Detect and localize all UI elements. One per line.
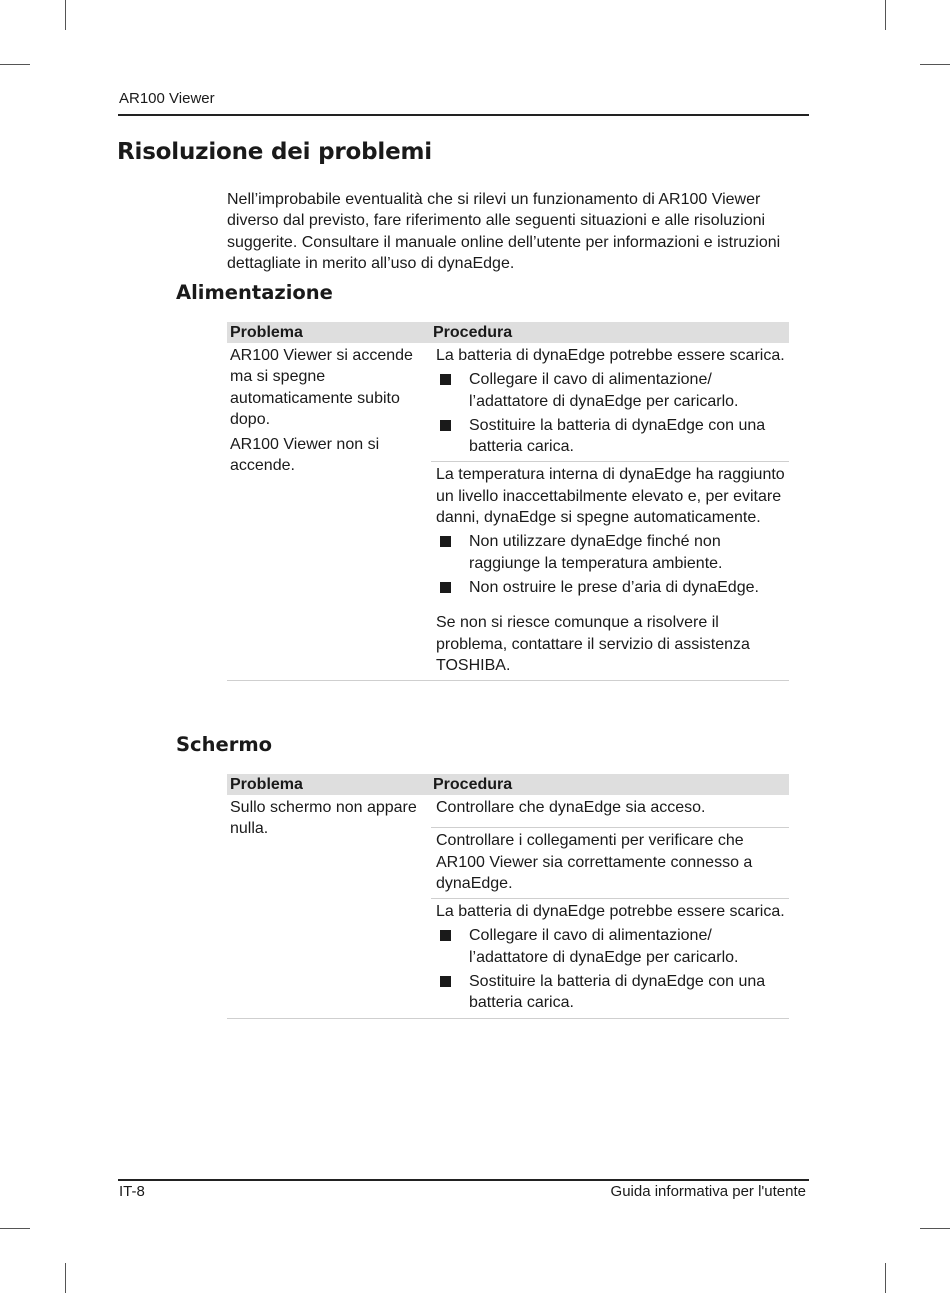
header-rule	[118, 114, 809, 116]
footer-rule	[118, 1179, 809, 1181]
table-header	[227, 322, 789, 343]
bullet-square-icon	[440, 420, 451, 431]
procedure-note: Se non si riesce comunque a risolvere il problema, contattare il servizio di assistenza TOSHIBA.	[436, 614, 750, 674]
procedure-cell	[431, 828, 789, 899]
procedure-cell	[431, 462, 789, 681]
bullet-item	[436, 415, 789, 458]
table-body	[227, 343, 789, 681]
crop-mark	[65, 1263, 66, 1293]
bullet-square-icon	[440, 976, 451, 987]
bullet-square-icon	[440, 582, 451, 593]
page-number: IT-8	[119, 1183, 145, 1200]
bullet-text: Non ostruire le prese d’aria di dynaEdge.	[469, 578, 759, 596]
crop-mark	[0, 64, 30, 65]
crop-mark	[65, 0, 66, 30]
bullet-item	[436, 925, 789, 968]
guide-title: Guida informativa per l'utente	[610, 1183, 806, 1200]
procedure-cell	[431, 795, 789, 828]
problem-cell	[230, 797, 420, 844]
bullet-square-icon	[440, 930, 451, 941]
spacer	[436, 598, 789, 612]
column-header-problem: Problema	[230, 776, 303, 793]
bullet-item	[436, 531, 789, 574]
bullet-item	[436, 971, 789, 1014]
bullet-text: Non utilizzare dynaEdge finché non raggiunge la temperatura ambiente.	[469, 533, 723, 572]
crop-mark	[885, 1263, 886, 1293]
column-header-procedure: Procedura	[433, 776, 513, 793]
procedure-cell	[431, 899, 789, 1018]
section-title-alimentazione: Alimentazione	[176, 281, 333, 304]
crop-mark	[885, 0, 886, 30]
table-schermo	[227, 774, 789, 1019]
bullet-text: Sostituire la batteria di dynaEdge con una batteria carica.	[469, 416, 766, 456]
bullet-text: Sostituire la batteria di dynaEdge con una batteria carica.	[469, 973, 766, 1012]
procedure-text: La batteria di dynaEdge potrebbe essere scarica.	[436, 347, 785, 364]
procedure-text: La temperatura interna di dynaEdge ha raggiunto un livello inaccettabilmente elevato e, per evitare danni, dynaEdge si spegne automaticamente.	[436, 466, 785, 527]
bullet-square-icon	[440, 374, 451, 385]
table-alimentazione	[227, 322, 789, 681]
bullet-item	[436, 369, 789, 412]
page-title: Risoluzione dei problemi	[117, 139, 432, 165]
problem-cell	[230, 345, 420, 481]
procedure-text: La batteria di dynaEdge potrebbe essere scarica.	[436, 903, 785, 921]
table-bottom-rule	[227, 1018, 789, 1019]
procedure-column	[431, 795, 789, 1019]
procedure-cell	[431, 343, 789, 462]
table-header	[227, 774, 789, 795]
crop-mark	[920, 1228, 950, 1229]
table-body	[227, 795, 789, 1019]
procedure-text: Controllare che dynaEdge sia acceso.	[436, 799, 706, 816]
running-header: AR100 Viewer	[119, 90, 215, 107]
procedure-column	[431, 343, 789, 681]
bullet-text: Collegare il cavo di alimentazione/ l’adattatore di dynaEdge per caricarlo.	[469, 927, 739, 966]
problem-text: AR100 Viewer si accende ma si spegne automaticamente subito dopo.	[230, 347, 413, 428]
bullet-text: Collegare il cavo di alimentazione/ l’adattatore di dynaEdge per caricarlo.	[469, 371, 739, 410]
table-bottom-rule	[227, 680, 789, 681]
problem-text: AR100 Viewer non si accende.	[230, 436, 380, 475]
column-header-procedure: Procedura	[433, 324, 513, 341]
bullet-item	[436, 577, 789, 598]
intro-paragraph: Nell’improbabile eventualità che si rilevi un funzionamento di AR100 Viewer diverso dal previsto, fare riferimento alle seguenti situazioni e alle risoluzioni suggerite. Consultare il manuale online dell’utente per informazioni e istruzioni dettagliate in merito all’uso di dynaEdge.	[227, 191, 781, 272]
section-title-schermo: Schermo	[176, 733, 273, 756]
bullet-square-icon	[440, 536, 451, 547]
crop-mark	[0, 1228, 30, 1229]
crop-mark	[920, 64, 950, 65]
procedure-text: Controllare i collegamenti per verificare che AR100 Viewer sia correttamente connesso a dynaEdge.	[436, 832, 753, 892]
column-header-problem: Problema	[230, 324, 303, 341]
problem-text: Sullo schermo non appare nulla.	[230, 799, 417, 838]
